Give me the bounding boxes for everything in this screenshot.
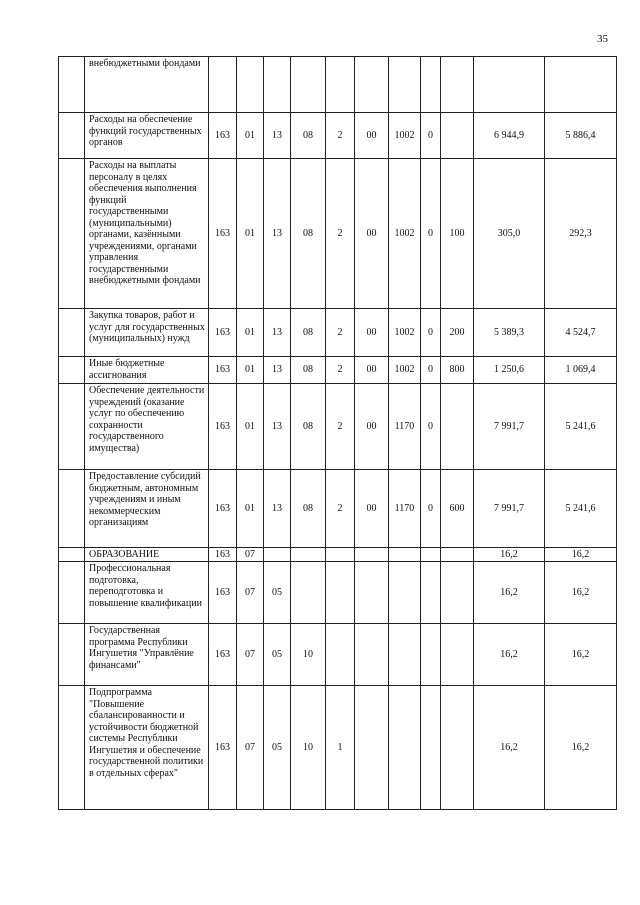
page-number: 35 [597,33,608,45]
cell-col-7: 1002 [389,357,421,384]
cell-col-1: 163 [209,470,237,548]
cell-col-9: 100 [441,159,474,309]
cell-col-11: 5 241,6 [545,384,617,470]
cell-col-11: 16,2 [545,548,617,562]
cell-col-9 [441,624,474,686]
cell-col-9 [441,686,474,810]
cell-col-10: 16,2 [474,686,545,810]
row-name: Обеспечение деятельности учреждений (оказание услуг по обеспечению сохранности государственного имущества) [85,384,209,470]
cell-col-6: 00 [355,384,389,470]
cell-col-8: 0 [421,384,441,470]
cell-col-2: 01 [237,159,264,309]
table-row [59,357,617,384]
row-name: Предоставление субсидий бюджетным, автономным учреждениям и иным некоммерческим организациям [85,470,209,548]
cell-col-9 [441,384,474,470]
cell-col-4 [291,548,326,562]
row-margin-cell [59,548,85,562]
cell-col-4: 08 [291,309,326,357]
cell-col-8: 0 [421,159,441,309]
cell-col-10: 16,2 [474,562,545,624]
cell-col-8: 0 [421,309,441,357]
row-margin-cell [59,159,85,309]
row-margin-cell [59,357,85,384]
table-row [59,470,617,548]
cell-col-1: 163 [209,624,237,686]
cell-col-5: 1 [326,686,355,810]
cell-col-3: 05 [264,686,291,810]
row-name: Подпрограмма "Повышение сбалансированности и устойчивости бюджетной системы Республики Ингушетия и обеспечение государственной политики в отдельных сферах" [85,686,209,810]
cell-col-7: 1170 [389,470,421,548]
cell-col-6: 00 [355,309,389,357]
cell-col-6 [355,57,389,113]
cell-col-1: 163 [209,113,237,159]
cell-col-5 [326,624,355,686]
table-row [59,113,617,159]
row-name: ОБРАЗОВАНИЕ [85,548,209,562]
cell-col-5: 2 [326,384,355,470]
cell-col-11: 16,2 [545,686,617,810]
cell-col-8 [421,562,441,624]
row-margin-cell [59,562,85,624]
cell-col-2: 01 [237,113,264,159]
cell-col-10: 6 944,9 [474,113,545,159]
cell-col-7 [389,562,421,624]
cell-col-2: 01 [237,470,264,548]
cell-col-3: 13 [264,113,291,159]
cell-col-8: 0 [421,470,441,548]
cell-col-10: 7 991,7 [474,470,545,548]
cell-col-9 [441,113,474,159]
row-name: Государственная программа Республики Ингушетия "Управлёние финансами" [85,624,209,686]
row-margin-cell [59,113,85,159]
cell-col-3 [264,548,291,562]
cell-col-7: 1002 [389,113,421,159]
cell-col-1: 163 [209,384,237,470]
table-row [59,562,617,624]
cell-col-7 [389,624,421,686]
cell-col-6 [355,548,389,562]
row-name: Расходы на обеспечение функций государственных органов [85,113,209,159]
cell-col-6 [355,624,389,686]
cell-col-4 [291,562,326,624]
cell-col-1: 163 [209,357,237,384]
cell-col-9: 800 [441,357,474,384]
cell-col-10: 7 991,7 [474,384,545,470]
cell-col-11: 1 069,4 [545,357,617,384]
cell-col-6: 00 [355,159,389,309]
cell-col-8 [421,57,441,113]
row-name: Расходы на выплаты персоналу в целях обеспечения выполнения функций государственными (муниципальными) органами, казёнными учреждениями, органами управления государственными внебюджетными фондами [85,159,209,309]
cell-col-4: 08 [291,113,326,159]
cell-col-8 [421,624,441,686]
cell-col-10 [474,57,545,113]
cell-col-7 [389,686,421,810]
cell-col-7: 1170 [389,384,421,470]
budget-table [58,56,617,810]
table-row [59,548,617,562]
cell-col-6: 00 [355,470,389,548]
cell-col-2 [237,57,264,113]
cell-col-11 [545,57,617,113]
cell-col-6: 00 [355,357,389,384]
cell-col-3: 13 [264,384,291,470]
table-row [59,384,617,470]
cell-col-9 [441,548,474,562]
cell-col-4: 10 [291,686,326,810]
cell-col-2: 07 [237,624,264,686]
cell-col-5: 2 [326,309,355,357]
table-row [59,309,617,357]
cell-col-10: 1 250,6 [474,357,545,384]
cell-col-9: 200 [441,309,474,357]
cell-col-5 [326,57,355,113]
cell-col-2: 07 [237,562,264,624]
cell-col-3: 13 [264,470,291,548]
cell-col-5 [326,548,355,562]
cell-col-3: 05 [264,624,291,686]
cell-col-6 [355,686,389,810]
cell-col-3: 13 [264,159,291,309]
cell-col-11: 16,2 [545,624,617,686]
cell-col-3: 05 [264,562,291,624]
cell-col-3: 13 [264,309,291,357]
cell-col-6 [355,562,389,624]
cell-col-11: 292,3 [545,159,617,309]
cell-col-2: 01 [237,384,264,470]
row-margin-cell [59,624,85,686]
cell-col-5: 2 [326,470,355,548]
cell-col-10: 5 389,3 [474,309,545,357]
cell-col-6: 00 [355,113,389,159]
cell-col-4: 08 [291,159,326,309]
cell-col-1: 163 [209,548,237,562]
cell-col-7 [389,57,421,113]
cell-col-5: 2 [326,159,355,309]
cell-col-8: 0 [421,113,441,159]
row-margin-cell [59,470,85,548]
cell-col-2: 07 [237,548,264,562]
row-name: Закупка товаров, работ и услуг для государственных (муниципальных) нужд [85,309,209,357]
cell-col-9: 600 [441,470,474,548]
cell-col-1: 163 [209,159,237,309]
cell-col-1 [209,57,237,113]
cell-col-2: 01 [237,309,264,357]
cell-col-2: 01 [237,357,264,384]
cell-col-7: 1002 [389,309,421,357]
cell-col-1: 163 [209,562,237,624]
cell-col-1: 163 [209,309,237,357]
table-row [59,159,617,309]
cell-col-4: 10 [291,624,326,686]
cell-col-11: 16,2 [545,562,617,624]
row-margin-cell [59,57,85,113]
row-name: Иные бюджетные ассигнования [85,357,209,384]
cell-col-8 [421,548,441,562]
cell-col-5: 2 [326,113,355,159]
cell-col-4: 08 [291,384,326,470]
cell-col-8: 0 [421,357,441,384]
table-row [59,624,617,686]
cell-col-3 [264,57,291,113]
row-name: Профессиональная подготовка, переподготовка и повышение квалификации [85,562,209,624]
row-margin-cell [59,686,85,810]
cell-col-11: 5 241,6 [545,470,617,548]
cell-col-8 [421,686,441,810]
cell-col-4: 08 [291,357,326,384]
cell-col-7: 1002 [389,159,421,309]
table-row [59,57,617,113]
table-row [59,686,617,810]
row-name: внебюджетными фондами [85,57,209,113]
cell-col-11: 5 886,4 [545,113,617,159]
row-margin-cell [59,309,85,357]
cell-col-4 [291,57,326,113]
cell-col-10: 305,0 [474,159,545,309]
cell-col-4: 08 [291,470,326,548]
cell-col-11: 4 524,7 [545,309,617,357]
cell-col-5: 2 [326,357,355,384]
cell-col-3: 13 [264,357,291,384]
cell-col-9 [441,562,474,624]
cell-col-1: 163 [209,686,237,810]
cell-col-9 [441,57,474,113]
cell-col-10: 16,2 [474,548,545,562]
cell-col-7 [389,548,421,562]
cell-col-5 [326,562,355,624]
cell-col-10: 16,2 [474,624,545,686]
row-margin-cell [59,384,85,470]
cell-col-2: 07 [237,686,264,810]
